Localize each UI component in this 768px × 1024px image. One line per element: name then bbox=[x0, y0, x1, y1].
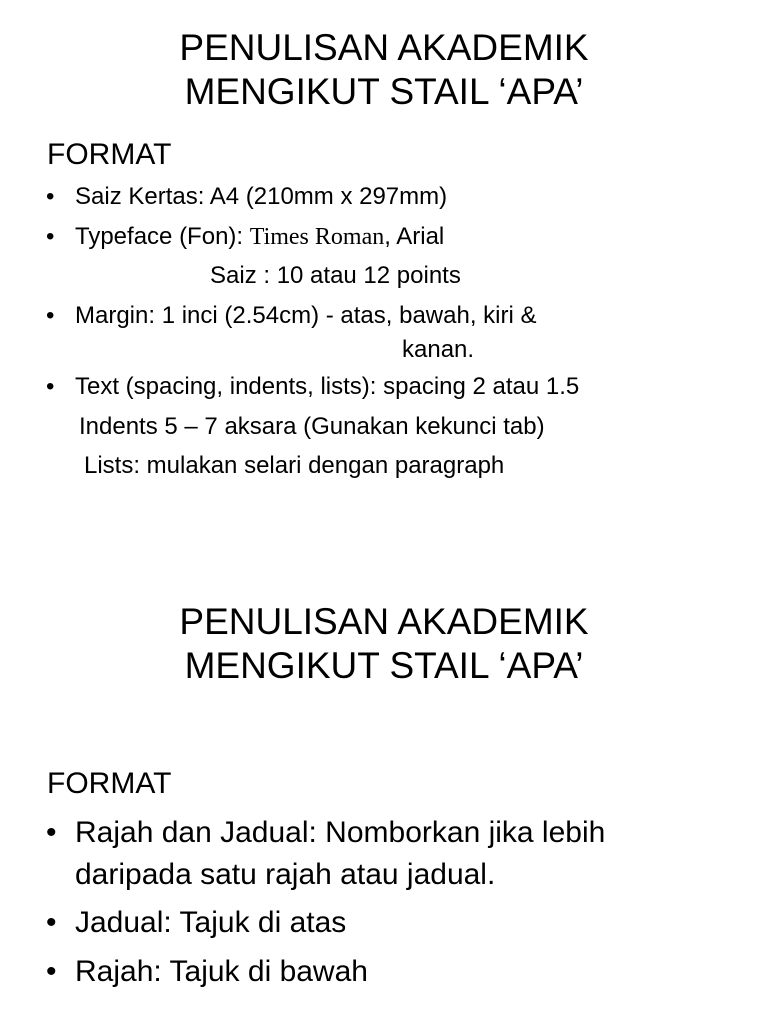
list-item-rajah-jadual: Rajah dan Jadual: Nomborkan jika lebih bbox=[75, 816, 606, 849]
typeface-arial: , Arial bbox=[384, 223, 445, 250]
title-line-2: MENGIKUT STAIL ‘APA’ bbox=[184, 71, 584, 112]
title-line-1: PENULISAN AKADEMIK bbox=[179, 601, 589, 642]
typeface-times-roman: Times Roman bbox=[249, 224, 385, 250]
list-item-jadual: Jadual: Tajuk di atas bbox=[75, 906, 347, 939]
bullet-marker: • bbox=[46, 816, 57, 849]
bullet-marker: • bbox=[46, 906, 57, 939]
list-item-typeface bbox=[75, 223, 444, 251]
typeface-label: Typeface (Fon): bbox=[75, 223, 250, 250]
slide-title bbox=[0, 26, 768, 114]
slide-2 bbox=[0, 512, 768, 1024]
bullet-marker: • bbox=[46, 955, 57, 988]
list-item-lists: Lists: mulakan selari dengan paragraph bbox=[84, 452, 505, 479]
list-item-margin-continued: kanan. bbox=[402, 336, 475, 363]
list-item-font-size: Saiz : 10 atau 12 points bbox=[210, 262, 461, 289]
section-heading: FORMAT bbox=[47, 138, 172, 171]
list-item-paper-size: Saiz Kertas: A4 (210mm x 297mm) bbox=[75, 183, 448, 210]
title-line-2: MENGIKUT STAIL ‘APA’ bbox=[184, 645, 584, 686]
list-item-margin: Margin: 1 inci (2.54cm) - atas, bawah, kiri & bbox=[75, 302, 537, 329]
title-line-1: PENULISAN AKADEMIK bbox=[179, 27, 589, 68]
bullet-marker: • bbox=[46, 223, 55, 250]
section-heading: FORMAT bbox=[47, 767, 172, 800]
list-item-rajah-jadual-continued: daripada satu rajah atau jadual. bbox=[75, 858, 496, 891]
bullet-marker: • bbox=[46, 373, 55, 400]
bullet-marker: • bbox=[46, 183, 55, 210]
slide-title bbox=[0, 600, 768, 688]
list-item-indents: Indents 5 – 7 aksara (Gunakan kekunci tab) bbox=[79, 413, 545, 440]
list-item-rajah: Rajah: Tajuk di bawah bbox=[75, 955, 368, 988]
bullet-marker: • bbox=[46, 302, 55, 329]
list-item-text-spacing: Text (spacing, indents, lists): spacing 2 atau 1.5 bbox=[75, 373, 580, 400]
